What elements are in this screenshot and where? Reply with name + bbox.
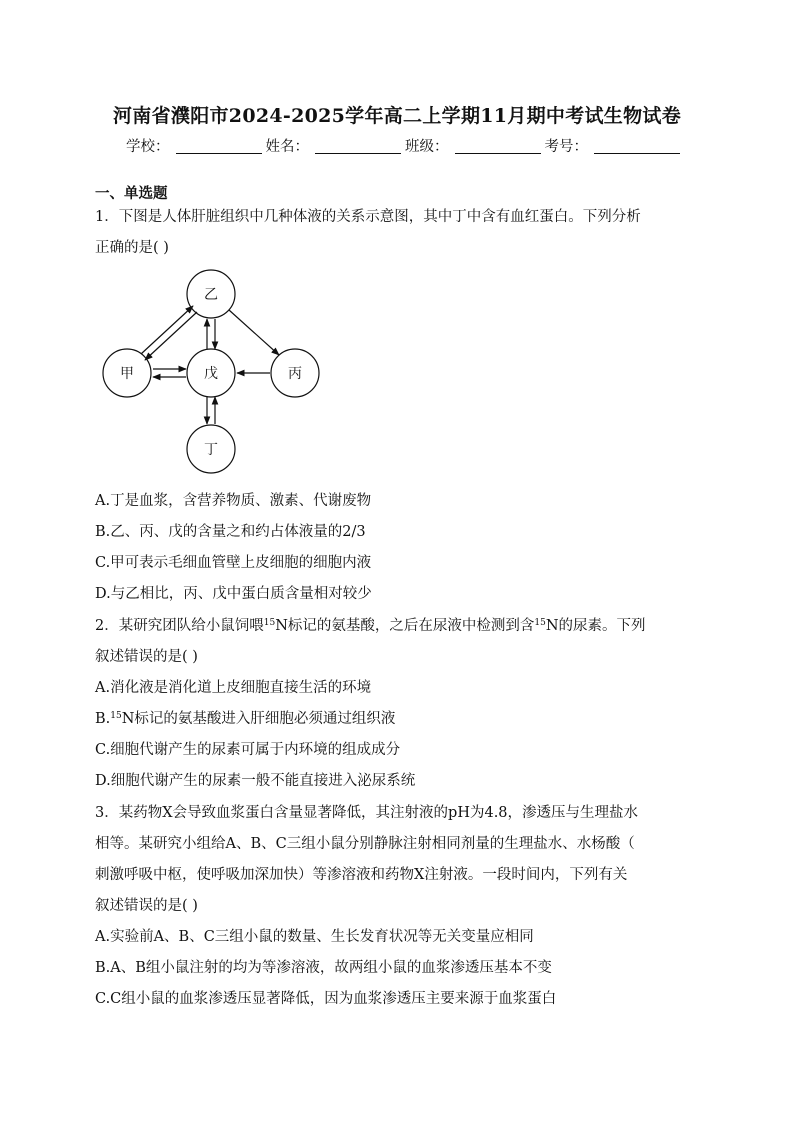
name-blank[interactable] [315,138,401,154]
q1-stem-line2: 正确的是( ) [95,240,169,256]
q3-stem-line4: 叙述错误的是( ) [95,898,198,914]
isotope-superscript: 15 [534,618,546,628]
q2-option-c[interactable]: C.细胞代谢产生的尿素可属于内环境的组成成分 [95,742,401,758]
name-label: 姓名： [265,139,309,155]
exam-title: 河南省濮阳市2024-2025学年高二上学期11月期中考试生物试卷 [113,105,681,127]
q2-option-d[interactable]: D.细胞代谢产生的尿素一般不能直接进入泌尿系统 [95,773,416,789]
arrow-yi-to-jia [145,312,197,360]
q1-option-a[interactable]: A.丁是血浆，含营养物质、激素、代谢废物 [95,493,372,509]
school-label: 学校： [126,139,170,155]
student-info-row [126,135,684,156]
section-heading: 一、单选题 [95,185,168,202]
node-bing-label: 丙 [288,366,302,382]
q3-option-a[interactable]: A.实验前A、B、C三组小鼠的数量、生长发育状况等无关变量应相同 [95,929,534,945]
q2-option-b[interactable] [95,707,395,728]
isotope-superscript: 15 [263,618,276,628]
node-ding-label: 丁 [204,442,218,458]
number-label: 考号： [544,139,588,155]
number-blank[interactable] [594,138,680,154]
q2-option-b-text: N标记的氨基酸进入肝细胞必须通过组织液 [121,711,396,727]
q1-option-c[interactable]: C.甲可表示毛细血管壁上皮细胞的细胞内液 [95,555,372,571]
q3-option-c[interactable]: C.C组小鼠的血浆渗透压显著降低，因为血浆渗透压主要来源于血浆蛋白 [95,991,557,1007]
q2-stem-part-a: 2．某研究团队给小鼠饲喂 [95,618,264,634]
q2-stem-line2: 叙述错误的是( ) [95,649,198,665]
class-blank[interactable] [455,138,541,154]
q3-option-b[interactable]: B.A、B组小鼠注射的均为等渗溶液，故两组小鼠的血浆渗透压基本不变 [95,960,552,976]
arrow-yi-to-bing [229,310,279,355]
q3-stem-line2: 相等。某研究小组给A、B、C三组小鼠分别静脉注射相同剂量的生理盐水、水杨酸（ [95,836,635,852]
q2-option-b-prefix: B. [95,711,111,727]
node-wu-label: 戊 [204,366,218,382]
isotope-superscript: 15 [110,711,122,721]
q2-stem-part-c: N的尿素。下列 [545,618,646,634]
q1-option-d[interactable]: D.与乙相比，丙、戊中蛋白质含量相对较少 [95,586,372,602]
node-yi-label: 乙 [204,287,218,303]
school-blank[interactable] [176,138,262,154]
body-fluid-diagram [95,264,335,478]
q3-stem-line1: 3．某药物X会导致血浆蛋白含量显著降低，其注射液的pH为4.8，渗透压与生理盐水 [95,805,639,821]
class-label: 班级： [405,139,449,155]
q2-stem-part-b: N标记的氨基酸，之后在尿液中检测到含 [275,618,535,634]
q3-stem-line3: 刺激呼吸中枢，使呼吸加深加快）等渗溶液和药物X注射液。一段时间内，下列有关 [95,867,628,883]
q1-stem-line1: 1．下图是人体肝脏组织中几种体液的关系示意图，其中丁中含有血红蛋白。下列分析 [95,209,641,225]
arrow-jia-to-yi [141,306,193,354]
q2-option-a[interactable]: A.消化液是消化道上皮细胞直接生活的环境 [95,680,372,696]
q2-stem-line1 [95,614,646,635]
node-jia-label: 甲 [120,366,134,382]
q1-option-b[interactable]: B.乙、丙、戊的含量之和约占体液量的2/3 [95,524,366,540]
